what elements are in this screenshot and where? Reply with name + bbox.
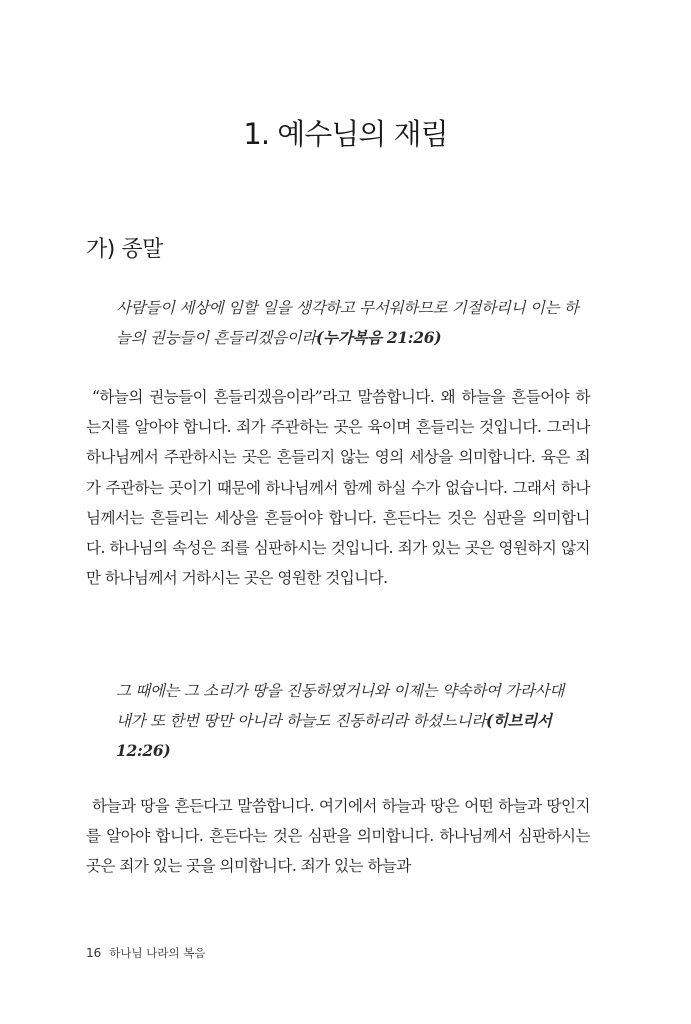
body-paragraph-1: “하늘의 권능들이 흔들리겠음이라”라고 말씀합니다. 왜 하늘을 흔들어야 하는지를 알아야 합니다. 죄가 주관하는 곳은 육이며 흔들리는 것입니다. 그러나 하나님께서 주관하시는 곳은 흔들리지 않는 영의 세상을 의미합니다. 육은 죄가 주관하는 곳이기 때문에 하나님께서 함께 하실 수가 없습니다. 그래서 하나님께서는 흔들리는 세상을 흔들어야 합니다. 흔든다는 것은 심판을 의미합니다. 하나님의 속성은 죄를 심판하시는 것입니다. 죄가 있는 곳은 영원하지 않지만 하나님께서 거하시는 곳은 영원한 것입니다. (86, 388, 590, 588)
body-paragraph-2: 하늘과 땅을 흔든다고 말씀합니다. 여기에서 하늘과 땅은 어떤 하늘과 땅인지를 알아야 합니다. 흔든다는 것은 심판을 의미합니다. 하나님께서 심판하시는 곳은 죄가 있는 곳을 의미합니다. 죄가 있는 하늘과 (86, 797, 590, 876)
quote-text: 사람들이 세상에 임할 일을 생각하고 무서워하므로 기절하리니 이는 하늘의 권능들이 흔들리겠음이라 (116, 299, 579, 347)
quote-reference: (누가복음 21:26) (316, 328, 442, 347)
quote-reference: (히브리서 12:26) (116, 711, 552, 760)
page-number: 16 (86, 946, 102, 960)
section-title: 가) 종말 (86, 237, 163, 262)
scripture-quote-hebrews (116, 676, 581, 766)
chapter-title: 1. 예수님의 재림 (243, 117, 448, 151)
scripture-quote-luke (116, 293, 586, 353)
running-title: 하나님 나라의 복음 (109, 946, 206, 960)
quote-text: 그 때에는 그 소리가 땅을 진동하였거니와 이제는 약속하여 가라사대 내가 또 한번 땅만 아니라 하늘도 진동하리라 하셨느니라 (116, 682, 564, 730)
page-footer (86, 945, 205, 961)
